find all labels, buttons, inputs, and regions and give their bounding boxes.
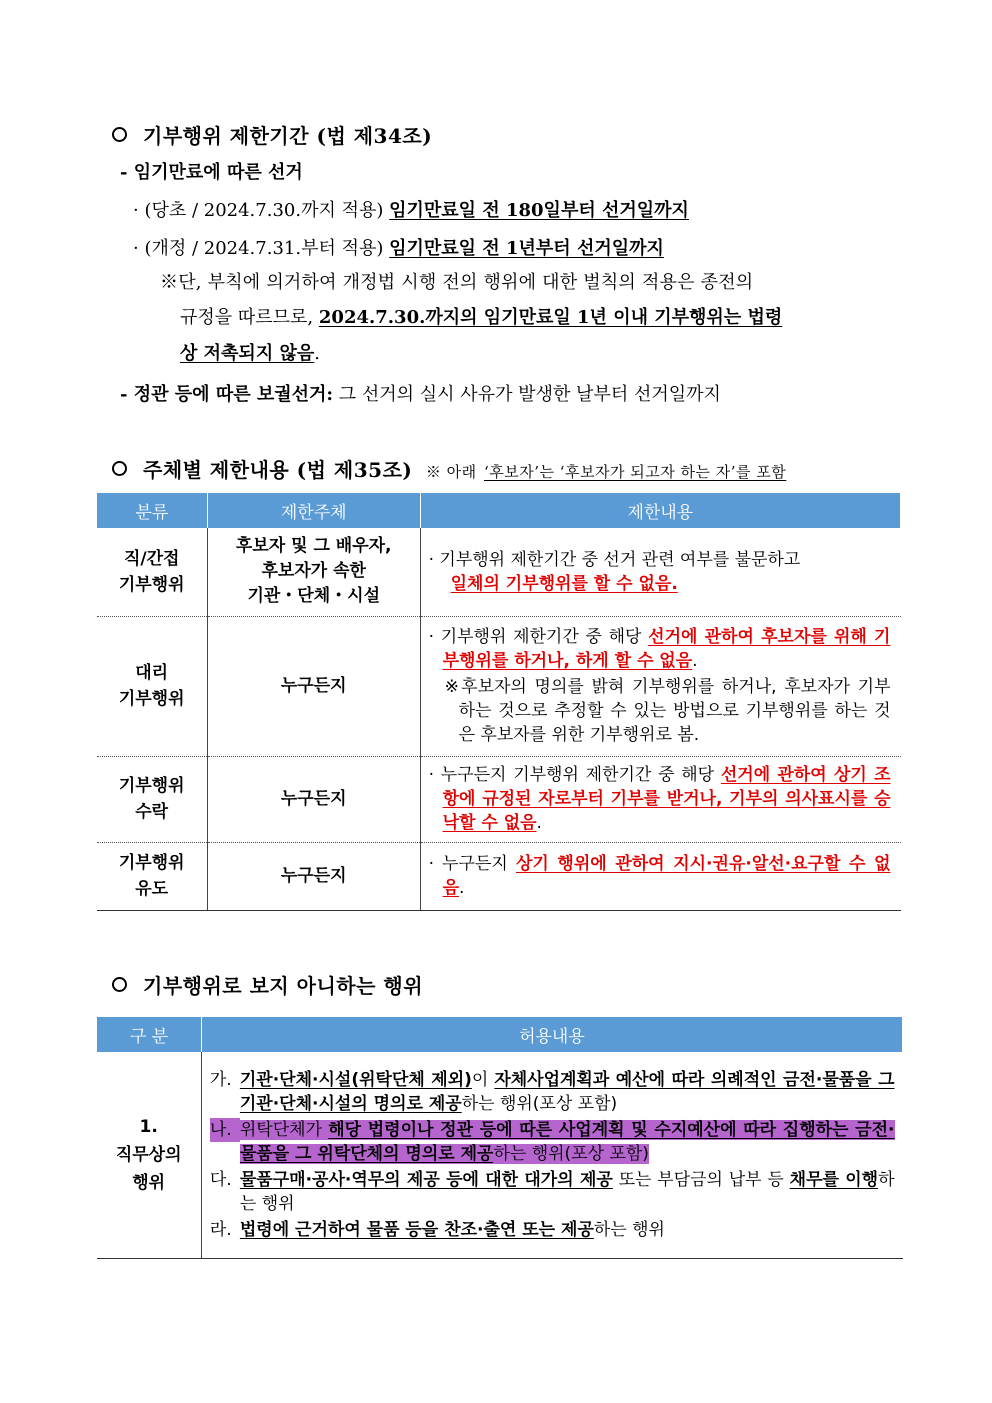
content-end: . [459, 878, 465, 898]
item-mark: 다. [209, 1169, 232, 1190]
table-row [97, 842, 901, 910]
section1-item-a: - 임기만료에 따른 선거 [120, 162, 303, 183]
circle-bullet-icon [112, 977, 127, 992]
section2-title [112, 454, 786, 483]
table-row [97, 528, 901, 616]
item-ga [210, 1068, 895, 1116]
content-note: ※후보자의 명의를 밝혀 기부행위를 하거나, 후보자가 기부하는 것으로 추정할 수 있는 방법으로 기부행위를 하는 것은 후보자를 위한 기부행위로 봄. [444, 677, 891, 745]
b-label: - 정관 등에 따른 보궐선거: [120, 384, 334, 405]
row-subject: 후보자 및 그 배우자, 후보자가 속한 기관・단체・시설 [207, 528, 420, 616]
header-category: 분류 [97, 493, 208, 528]
row-subject: 누구든지 [207, 842, 420, 910]
allowed-table [96, 1017, 903, 1259]
content-red: 상기 행위에 관하여 지시·권유·알선·요구할 수 없음 [442, 854, 891, 898]
row-content [420, 756, 900, 842]
row-content [420, 528, 900, 616]
content-plain: · 기부행위 제한기간 중 선거 관련 여부를 불문하고 [428, 549, 801, 570]
content-end: . [692, 651, 698, 671]
header-content: 제한내용 [420, 493, 900, 528]
row-category: 기부행위 유도 [97, 842, 208, 910]
item-da [210, 1168, 895, 1216]
item-text: 하는 행위 [593, 1219, 665, 1240]
row-subject: 누구든지 [207, 616, 420, 756]
item-bold: 법령에 근거하여 물품 등을 찬조·출연 또는 제공 [239, 1219, 594, 1240]
row-category: 1. 직무상의 행위 [97, 1052, 202, 1258]
section1-title [112, 120, 432, 149]
item-text: 하는 행위(포상 포함) [461, 1093, 618, 1114]
section1-note-line2 [180, 303, 782, 329]
item-mark: 나. [210, 1118, 240, 1142]
row-category: 대리 기부행위 [97, 616, 208, 756]
table-row [97, 756, 901, 842]
table-row [97, 616, 901, 756]
table-header-row [97, 493, 901, 528]
section2-title-text: 주체별 제한내용 (법 제35조) [143, 458, 413, 482]
item-mark: 가. [209, 1069, 232, 1090]
section1-title-text: 기부행위 제한기간 (법 제34조) [143, 124, 433, 148]
content-end: . [536, 813, 542, 833]
section1-item-a1 [133, 196, 689, 222]
item-bold: 기관·단체·시설(위탁단체 제외) [239, 1069, 472, 1090]
item-bold: 해당 법령이나 정관 등에 따른 사업계획 및 수지예산에 따라 집행하는 금전·물품을 그 위탁단체의 명의로 제공 [239, 1119, 895, 1164]
a2-prefix: · (개정 / 2024.7.31.부터 적용) [133, 238, 384, 259]
table-row [97, 1052, 903, 1258]
item-mark: 라. [209, 1219, 232, 1240]
a1-bold: 임기만료일 전 180일부터 선거일까지 [389, 200, 689, 221]
content-plain: · 누구든지 [428, 854, 508, 874]
b-text: 그 선거의 실시 사유가 발생한 날부터 선거일까지 [338, 384, 721, 405]
row-content [420, 616, 900, 756]
item-ra [210, 1218, 895, 1242]
circle-bullet-icon [112, 127, 127, 142]
note-line3-end: . [314, 343, 320, 364]
item-bold: 물품구매·공사·역무의 제공 등에 대한 대가의 제공 [239, 1169, 613, 1190]
section3-title [112, 970, 423, 999]
header-subject: 제한주체 [207, 493, 420, 528]
circle-bullet-icon [112, 461, 127, 476]
item-text: 하는 행위 [239, 1169, 895, 1214]
content-red: 선거에 관하여 상기 조항에 규정된 자로부터 기부를 받거나, 기부의 의사표시를 승낙할 수 없음 [442, 765, 891, 833]
row-content [420, 842, 900, 910]
item-bold: 채무를 이행 [789, 1169, 879, 1190]
item-text: 또는 부담금의 납부 등 [618, 1169, 784, 1190]
section1-note-line3 [180, 339, 320, 365]
item-text: 위탁단체가 [239, 1119, 322, 1140]
note-line2-bold: 2024.7.30.까지의 임기만료일 1년 이내 기부행위는 법령 [318, 307, 783, 328]
content-plain: · 기부행위 제한기간 중 해당 [428, 627, 642, 647]
row-content [201, 1052, 902, 1258]
note-line2-plain: 규정을 따르므로, [180, 307, 314, 328]
row-category: 직/간접 기부행위 [97, 528, 208, 616]
content-red: 일체의 기부행위를 할 수 없음. [450, 573, 678, 594]
item-text: 이 [471, 1069, 489, 1090]
section1-note-line1: ※단, 부칙에 의거하여 개정법 시행 전의 행위에 대한 벌칙의 적용은 종전의 [160, 272, 754, 293]
note-line3-bold: 상 저촉되지 않음 [180, 343, 315, 364]
section1-item-a2 [133, 234, 664, 260]
section1-item-b [120, 380, 721, 406]
section3-title-text: 기부행위로 보지 아니하는 행위 [143, 974, 424, 998]
row-subject: 누구든지 [207, 756, 420, 842]
table-header-row [97, 1017, 903, 1052]
section2-note: ‘후보자’는 ‘후보자가 되고자 하는 자’를 포함 [484, 463, 787, 481]
row-category: 기부행위 수락 [97, 756, 208, 842]
section2-note-mark: ※ 아래 [425, 463, 477, 481]
header-division: 구 분 [97, 1017, 202, 1052]
content-plain: · 누구든지 기부행위 제한기간 중 해당 [428, 765, 715, 785]
header-allowed: 허용내용 [201, 1017, 902, 1052]
item-bold: 자체사업계획과 예산에 따라 의례적인 금전·물품을 그 기관·단체·시설의 명의로 제공 [239, 1069, 895, 1114]
restriction-table [96, 493, 901, 911]
item-na [210, 1118, 895, 1166]
a1-prefix: · (당초 / 2024.7.30.까지 적용) [133, 200, 384, 221]
item-text: 하는 행위(포상 포함) [493, 1143, 649, 1164]
a2-bold: 임기만료일 전 1년부터 선거일까지 [389, 238, 664, 259]
content-red: 선거에 관하여 후보자를 위해 기부행위를 하거나, 하게 할 수 없음 [442, 627, 891, 671]
